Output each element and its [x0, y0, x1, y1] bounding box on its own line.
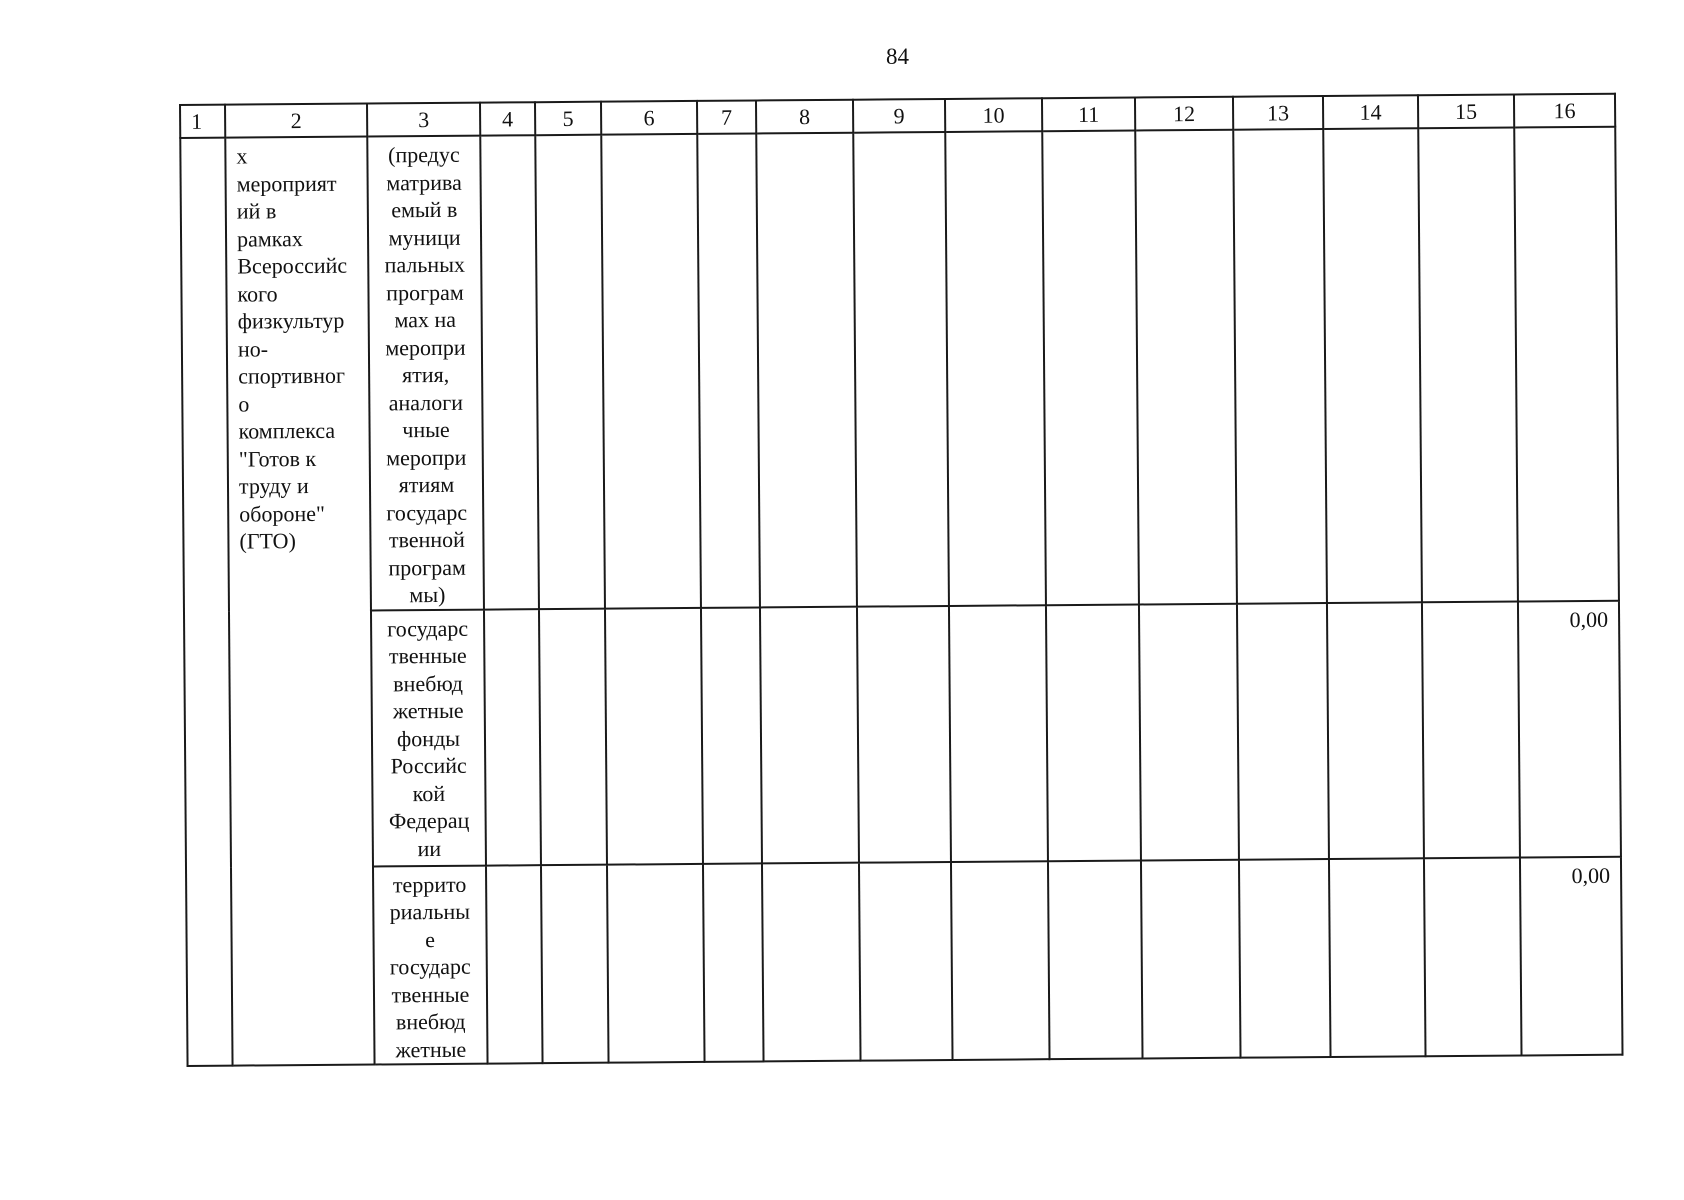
line: чные: [402, 416, 450, 443]
empty-cell: [703, 863, 764, 1062]
empty-cell: [1422, 601, 1520, 858]
header-cell: 6: [601, 101, 697, 135]
line: Российс: [390, 752, 467, 779]
line: кой: [412, 780, 446, 806]
empty-cell: [480, 135, 539, 609]
empty-cell: [1233, 129, 1327, 603]
line: (ГТО): [239, 528, 296, 554]
line: спортивног: [238, 362, 346, 389]
line: Федерац: [388, 807, 470, 834]
line: е: [425, 926, 436, 952]
empty-cell: [1424, 857, 1522, 1056]
line: государс: [386, 499, 468, 525]
empty-cell: [539, 608, 607, 865]
header-cell: 8: [756, 100, 853, 134]
line: мы): [409, 581, 446, 608]
line: государс: [387, 615, 469, 641]
empty-cell: [697, 133, 760, 607]
line: террито: [392, 871, 467, 897]
line: твенные: [388, 642, 467, 669]
line: ий в: [236, 198, 277, 224]
table-row: [184, 600, 1621, 867]
header-cell: 11: [1042, 97, 1135, 131]
header-cell: 4: [480, 102, 535, 135]
header-cell: 2: [225, 104, 367, 138]
line: муници: [388, 224, 461, 250]
page-number: 84: [886, 44, 909, 69]
table-row: [180, 127, 1619, 612]
value-cell: 0,00: [1520, 856, 1623, 1055]
line: жетные: [392, 697, 464, 724]
header-cell: 12: [1135, 97, 1233, 131]
line: ии: [417, 835, 442, 861]
empty-cell: [535, 135, 605, 609]
empty-cell: [857, 605, 951, 862]
header-cell: 9: [853, 99, 945, 133]
empty-cell: [1135, 130, 1237, 604]
line: (предус: [388, 141, 460, 168]
line: меропри: [385, 334, 466, 360]
line: пальных: [384, 251, 466, 278]
event-name-cell: [225, 137, 374, 1066]
empty-cell: [1139, 603, 1239, 860]
empty-cell: [541, 864, 609, 1063]
line: меропри: [386, 444, 467, 470]
line: мероприят: [236, 170, 337, 197]
empty-cell: [605, 607, 703, 864]
empty-cell: [701, 607, 762, 863]
line: програм: [388, 554, 466, 580]
empty-cell: [760, 606, 859, 863]
line: фонды: [396, 725, 461, 751]
line: труду и: [238, 472, 309, 499]
line: аналоги: [388, 389, 464, 415]
empty-cell: [762, 862, 861, 1061]
line: кого: [237, 280, 278, 307]
line: емый в: [391, 196, 458, 223]
empty-cell: [484, 609, 541, 865]
empty-cell: [1042, 130, 1139, 604]
line: обороне": [239, 500, 326, 527]
line: физкультур: [237, 307, 345, 334]
line: о: [238, 390, 250, 417]
empty-cell: [1329, 858, 1426, 1057]
line: внебюд: [395, 1008, 466, 1035]
header-cell: 5: [535, 102, 601, 136]
line: "Готов к: [238, 445, 317, 472]
line: мах на: [394, 306, 457, 333]
empty-cell: [853, 132, 949, 606]
header-cell: 10: [945, 98, 1042, 132]
line: твенные: [391, 981, 470, 1007]
line: ятиям: [398, 471, 455, 498]
line: х: [236, 143, 248, 169]
header-cell: 13: [1233, 96, 1323, 130]
empty-cell: [756, 133, 857, 607]
empty-cell: [949, 605, 1048, 862]
header-cell: 1: [180, 105, 225, 138]
table-row: [186, 856, 1623, 1066]
header-cell: 16: [1514, 94, 1615, 128]
empty-cell: [859, 861, 953, 1060]
empty-cell: [601, 134, 701, 608]
line: Всероссийс: [237, 252, 348, 279]
line: рамках: [236, 225, 303, 252]
line: но-: [237, 335, 269, 362]
empty-cell: [1048, 860, 1143, 1059]
header-cell: 7: [697, 100, 756, 133]
line: ятия,: [401, 361, 450, 388]
col1-cell: [180, 138, 232, 1066]
header-cell: 3: [367, 103, 480, 137]
empty-cell: [1046, 604, 1141, 861]
empty-cell: [1327, 602, 1424, 859]
line: комплекса: [238, 417, 336, 444]
line: государс: [389, 953, 471, 980]
funding-source-cell: [373, 865, 488, 1064]
budget-table: [179, 93, 1624, 1067]
value-cell: [1514, 127, 1619, 601]
line: жетные: [395, 1036, 467, 1062]
header-cell: 14: [1323, 95, 1418, 129]
empty-cell: [1418, 128, 1518, 602]
empty-cell: [951, 861, 1050, 1060]
empty-cell: [1237, 602, 1329, 859]
empty-cell: [486, 865, 543, 1064]
line: риальны: [389, 898, 471, 925]
line: твенной: [388, 526, 466, 553]
empty-cell: [1239, 858, 1331, 1057]
empty-cell: [945, 131, 1046, 605]
line: програм: [386, 279, 464, 305]
value-cell: 0,00: [1518, 600, 1621, 857]
line: матрива: [386, 169, 462, 195]
empty-cell: [1141, 859, 1241, 1058]
header-cell: 15: [1418, 95, 1514, 129]
funding-source-cell: [371, 609, 486, 866]
empty-cell: [1323, 128, 1422, 602]
funding-source-cell: [367, 136, 484, 610]
empty-cell: [607, 863, 705, 1062]
line: внебюд: [393, 670, 463, 696]
